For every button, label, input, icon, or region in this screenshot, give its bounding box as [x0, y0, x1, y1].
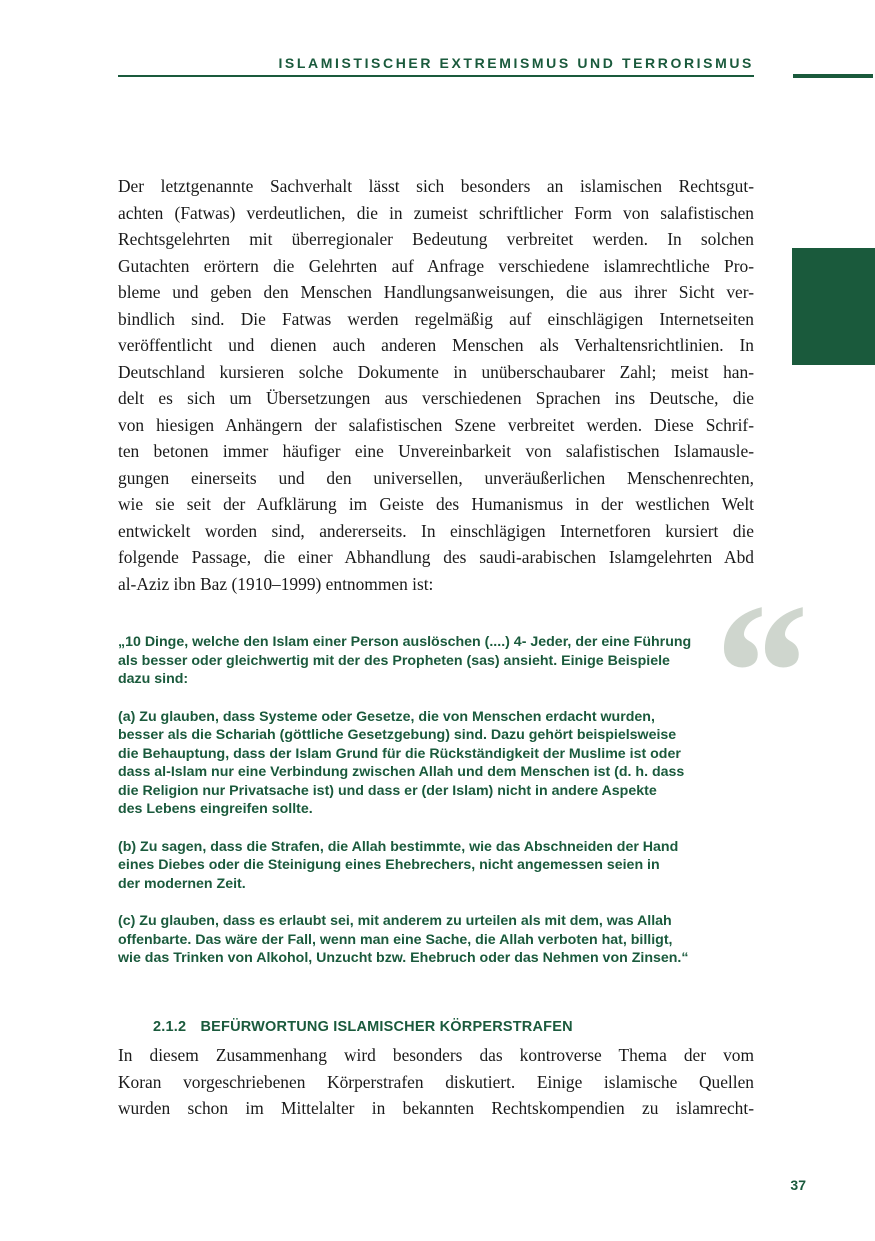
- quote-line: dass al-Islam nur eine Verbindung zwischen Allah und dem Menschen ist (d. h. dass: [118, 764, 685, 780]
- header-rule: [118, 75, 754, 77]
- quote-line: eines Diebes oder die Steinigung eines Ehebrechers, nicht angemessen seien in: [118, 857, 660, 873]
- chapter-tab-marker: [792, 248, 875, 365]
- text-line: delt es sich um Übersetzungen aus verschiedenen Sprachen ins Deutsche, die: [118, 388, 754, 408]
- quote-line: dazu sind:: [118, 671, 189, 687]
- quote-paragraph: [118, 912, 818, 968]
- quote-line: die Behauptung, dass der Islam Grund für die Rückständigkeit der Muslime ist oder: [118, 745, 681, 762]
- intro-paragraph: [118, 173, 754, 597]
- text-line: ten betonen immer häufiger eine Unvereinbarkeit von salafistischen Islamausle-: [118, 441, 754, 461]
- header-rule-accent: [793, 74, 873, 78]
- text-line: wie sie seit der Aufklärung im Geiste des Humanismus in der westlichen Welt: [118, 494, 754, 514]
- text-line: Rechtsgelehrten mit überregionaler Bedeutung verbreitet werden. In solchen: [118, 229, 754, 249]
- quote-line: als besser oder gleichwertig mit der des Propheten (sas) ansieht. Einige Beispiele: [118, 652, 670, 669]
- text-line: entwickelt worden sind, andererseits. In einschlägigen Internetforen kursiert die: [118, 520, 754, 541]
- text-line: Koran vorgeschriebenen Körperstrafen diskutiert. Einige islamische Quellen: [118, 1071, 754, 1092]
- quote-line: (a) Zu glauben, dass Systeme oder Gesetze, die von Menschen erdacht wurden,: [118, 708, 655, 725]
- section-title: BEFÜRWORTUNG ISLAMISCHER KÖRPERSTRAFEN: [200, 1019, 573, 1035]
- quote-paragraph: [118, 838, 818, 894]
- quote-line: „10 Dinge, welche den Islam einer Person auslöschen (....) 4- Jeder, der eine Führung: [118, 634, 692, 650]
- quote-line: des Lebens eingreifen sollte.: [118, 801, 313, 817]
- quote-mark-icon: “: [705, 563, 805, 784]
- section-heading: [153, 1019, 573, 1035]
- text-line: bindlich sind. Die Fatwas werden regelmäßig auf einschlägigen Internetseiten: [118, 308, 754, 329]
- text-line: bleme und geben den Menschen Handlungsanweisungen, die aus ihrer Sicht ver-: [118, 282, 754, 302]
- section-number: 2.1.2: [153, 1019, 187, 1035]
- text-line: al-Aziz ibn Baz (1910–1999) entnommen ist:: [118, 573, 434, 594]
- quote-paragraph: [118, 708, 818, 819]
- running-header: ISLAMISTISCHER EXTREMISMUS UND TERRORISMUS: [278, 55, 754, 71]
- text-line: Der letztgenannte Sachverhalt lässt sich besonders an islamischen Rechtsgut-: [118, 176, 754, 196]
- text-line: In diesem Zusammenhang wird besonders das kontroverse Thema der vom: [118, 1045, 754, 1065]
- quote-line: die Religion nur Privatsache ist) und dass er (der Islam) nicht in andere Aspekte: [118, 782, 657, 799]
- text-line: achten (Fatwas) verdeutlichen, die in zumeist schriftlicher Form von salafistischen: [118, 202, 754, 223]
- text-line: gungen einerseits und den universellen, unveräußerlichen Menschenrechten,: [118, 467, 754, 488]
- text-line: von hiesigen Anhängern der salafistischen Szene verbreitet werden. Diese Schrif-: [118, 414, 754, 435]
- quote-line: (c) Zu glauben, dass es erlaubt sei, mit anderem zu urteilen als mit dem, was Allah: [118, 913, 672, 929]
- quote-line: der modernen Zeit.: [118, 875, 246, 892]
- following-paragraph: [118, 1042, 754, 1122]
- text-line: Gutachten erörtern die Gelehrten auf Anfrage verschiedene islamrechtliche Pro-: [118, 255, 754, 276]
- quote-line: (b) Zu sagen, dass die Strafen, die Allah bestimmte, wie das Abschneiden der Hand: [118, 838, 679, 855]
- quote-line: offenbarte. Das wäre der Fall, wenn man eine Sache, die Allah verboten hat, billigt,: [118, 931, 673, 948]
- quote-paragraph: [118, 633, 818, 689]
- text-line: veröffentlicht und dienen auch anderen Menschen als Verhaltensrichtlinien. In: [118, 335, 754, 355]
- page-number: 37: [790, 1177, 806, 1193]
- quote-line: wie das Trinken von Alkohol, Unzucht bzw. Ehebruch oder das Nehmen von Zinsen.“: [118, 950, 689, 966]
- text-line: Deutschland kursieren solche Dokumente in unüberschaubarer Zahl; meist han-: [118, 361, 754, 382]
- quote-line: besser als die Schariah (göttliche Gesetzgebung) sind. Dazu gehört beispielsweise: [118, 727, 677, 743]
- text-line: folgende Passage, die einer Abhandlung des saudi-arabischen Islamgelehrten Abd: [118, 547, 754, 567]
- text-line: wurden schon im Mittelalter in bekannten Rechtskompendien zu islamrecht-: [118, 1098, 754, 1118]
- quotation-block: [118, 633, 818, 987]
